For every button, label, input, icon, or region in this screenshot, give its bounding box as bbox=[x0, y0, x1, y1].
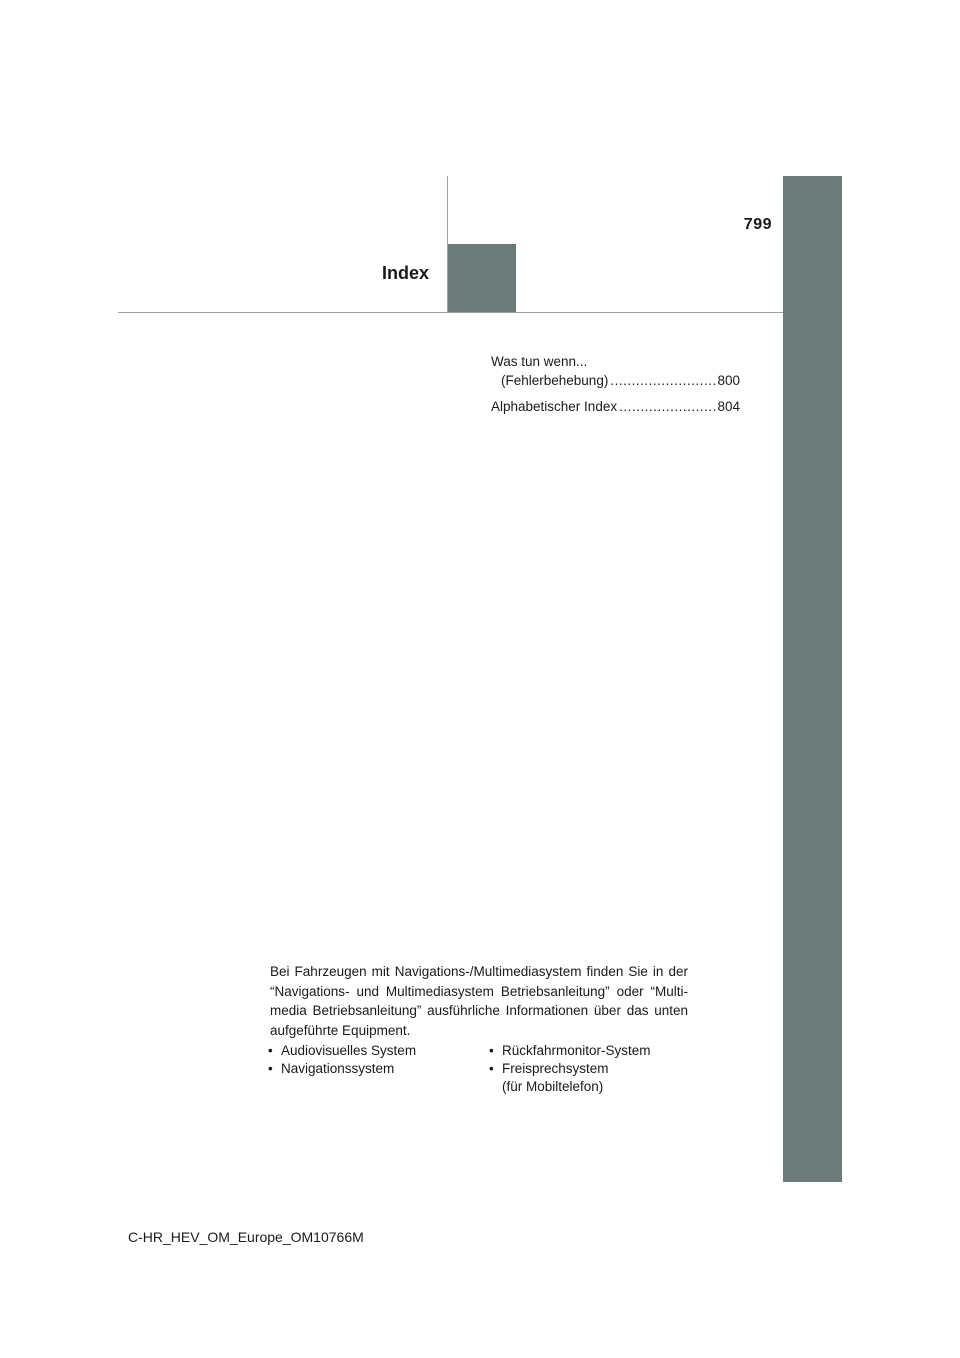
header-horizontal-rule bbox=[118, 312, 783, 313]
toc-entry-page: 800 bbox=[717, 373, 740, 388]
equipment-list-left bbox=[268, 1042, 468, 1078]
toc-leader-dots bbox=[619, 397, 715, 416]
bullet-icon: • bbox=[268, 1043, 273, 1058]
toc-entry-label: Alphabetischer Index bbox=[491, 399, 618, 414]
table-of-contents bbox=[491, 352, 740, 423]
list-item: • Audiovisuelles System bbox=[268, 1043, 417, 1058]
multimedia-note: Bei Fahrzeugen mit Navigations-/Multimediasystem finden Sie in der “Navigations- und Multimediasystem Betriebsanleitung” oder “Multimedia Betriebsanleitung” ausführliche Informationen über das unten aufgeführte Equipment. bbox=[270, 964, 688, 1038]
equipment-list-right bbox=[489, 1042, 709, 1096]
list-item: • Rückfahrmonitor-System bbox=[489, 1043, 651, 1058]
bullet-icon: • bbox=[489, 1061, 494, 1076]
bullet-icon: • bbox=[268, 1061, 273, 1076]
list-item: • Freisprechsystem bbox=[489, 1061, 609, 1076]
toc-entry-alphabetical-index[interactable] bbox=[491, 397, 740, 416]
section-title: Index bbox=[381, 263, 429, 283]
toc-entry-label-continued: (Fehlerbehebung) bbox=[501, 373, 609, 388]
list-item-continuation: (für Mobiltelefon) bbox=[502, 1079, 604, 1094]
bullet-icon: • bbox=[489, 1043, 494, 1058]
toc-entry-troubleshooting[interactable] bbox=[491, 352, 740, 390]
side-thumb-tab bbox=[783, 176, 842, 1182]
list-item: • Navigationssystem bbox=[268, 1061, 395, 1076]
toc-leader-dots bbox=[610, 371, 715, 390]
section-marker-block bbox=[448, 244, 516, 313]
page-number: 799 bbox=[743, 216, 772, 233]
document-id-footer: C-HR_HEV_OM_Europe_OM10766M bbox=[128, 1229, 364, 1245]
toc-entry-page: 804 bbox=[717, 399, 740, 414]
toc-entry-label: Was tun wenn... bbox=[491, 354, 588, 369]
